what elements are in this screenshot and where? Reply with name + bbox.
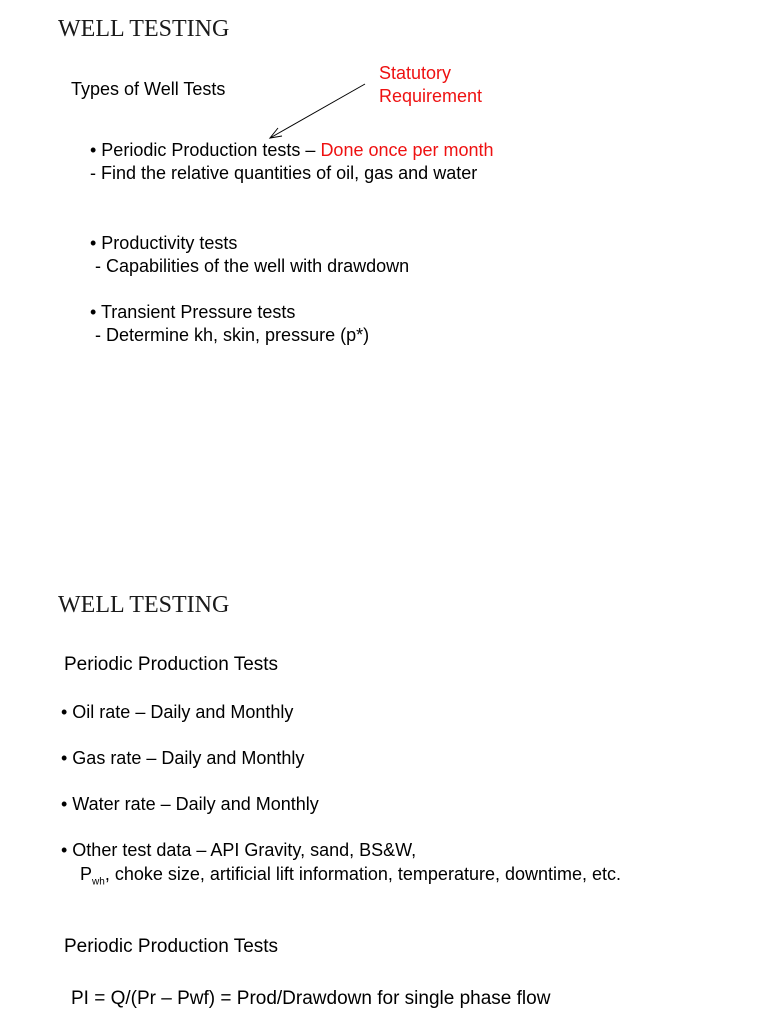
pi-formula: PI = Q/(Pr – Pwf) = Prod/Drawdown for single phase flow bbox=[71, 988, 551, 1009]
slide1-subtitle: Types of Well Tests bbox=[71, 79, 226, 99]
slide3-heading: Periodic Production Tests bbox=[64, 936, 279, 957]
bullet-water-rate: • Water rate – Daily and Monthly bbox=[61, 794, 319, 814]
item-3-title: • Transient Pressure tests bbox=[90, 302, 296, 322]
item-3-detail: - Determine kh, skin, pressure (p*) bbox=[95, 325, 370, 345]
slide1-title: WELL TESTING bbox=[58, 16, 230, 42]
callout-line-2: Requirement bbox=[379, 86, 483, 106]
item-2-title: • Productivity tests bbox=[90, 233, 238, 253]
bullet-gas-rate: • Gas rate – Daily and Monthly bbox=[61, 748, 305, 768]
bullet-other-data-continuation: $P_{wh}$, choke size, artificial lift information, temperature, downtime, etc. bbox=[80, 864, 622, 888]
item-1-title: • Periodic Production tests – bbox=[90, 140, 316, 160]
bullet-oil-rate: • Oil rate – Daily and Monthly bbox=[61, 702, 294, 722]
item-1-detail: - Find the relative quantities of oil, gas and water bbox=[90, 163, 478, 183]
slide2-title: WELL TESTING bbox=[58, 592, 230, 618]
item-1-highlight: Done once per month bbox=[320, 140, 494, 160]
callout-line-1: Statutory bbox=[379, 63, 452, 83]
pwh-subscript: wh bbox=[92, 876, 105, 888]
item-1-bullet bbox=[90, 140, 494, 161]
item-2-detail: - Capabilities of the well with drawdown bbox=[95, 256, 410, 276]
slide2-heading: Periodic Production Tests bbox=[64, 654, 279, 675]
bullet-other-data: • Other test data – API Gravity, sand, BS&W, bbox=[61, 840, 417, 860]
